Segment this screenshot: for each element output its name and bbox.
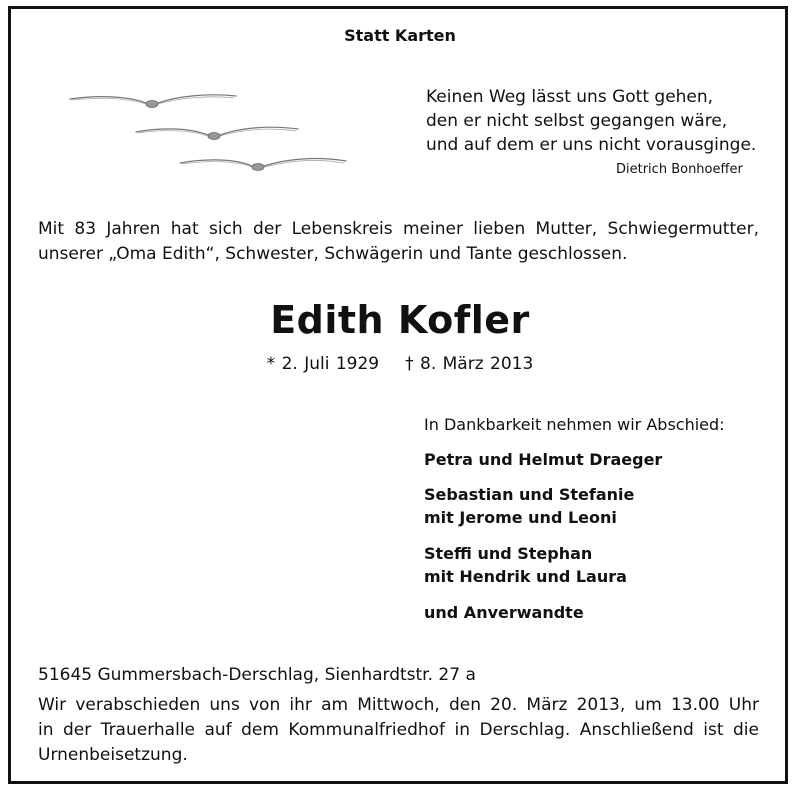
header-statt-karten: Statt Karten: [344, 26, 456, 45]
mourners-intro: In Dankbarkeit nehmen wir Abschied:: [424, 415, 725, 434]
service-line: Urnenbeisetzung.: [38, 745, 188, 765]
quote-line: den er nicht selbst gegangen wäre,: [426, 111, 728, 131]
quote-author: Dietrich Bonhoeffer: [616, 162, 743, 177]
flying-birds-illustration: [68, 86, 358, 182]
mourner-relatives: und Anverwandte: [424, 603, 584, 622]
intro-line: Mit 83 Jahren hat sich der Lebenskreis meiner lieben Mutter, Schwiegermutter,: [38, 219, 759, 239]
bird-icon: [70, 95, 236, 108]
bird-icon: [180, 159, 346, 171]
mourner-family: Sebastian und Stefanie: [424, 485, 635, 504]
service-line: in der Trauerhalle auf dem Kommunalfriedhof in Derschlag. Anschließend ist die: [38, 720, 759, 740]
life-dates: [0, 354, 800, 374]
deceased-name: Edith Kofler: [270, 298, 530, 342]
birth-date: * 2. Juli 1929: [266, 354, 380, 374]
mourner-family: Petra und Helmut Draeger: [424, 450, 663, 469]
death-date: † 8. März 2013: [405, 354, 534, 374]
mourner-family-children: mit Jerome und Leoni: [424, 508, 617, 527]
quote-line: und auf dem er uns nicht vorausginge.: [426, 135, 757, 155]
address: 51645 Gummersbach-Derschlag, Sienhardtstr. 27 a: [38, 665, 476, 685]
mourner-family-children: mit Hendrik und Laura: [424, 567, 627, 586]
quote-line: Keinen Weg lässt uns Gott gehen,: [426, 87, 714, 107]
mourner-family: Steffi und Stephan: [424, 544, 593, 563]
intro-line: unserer „Oma Edith“, Schwester, Schwägerin und Tante geschlossen.: [38, 244, 628, 264]
service-line: Wir verabschieden uns von ihr am Mittwoch, den 20. März 2013, um 13.00 Uhr: [38, 695, 759, 715]
bird-icon: [136, 127, 298, 139]
